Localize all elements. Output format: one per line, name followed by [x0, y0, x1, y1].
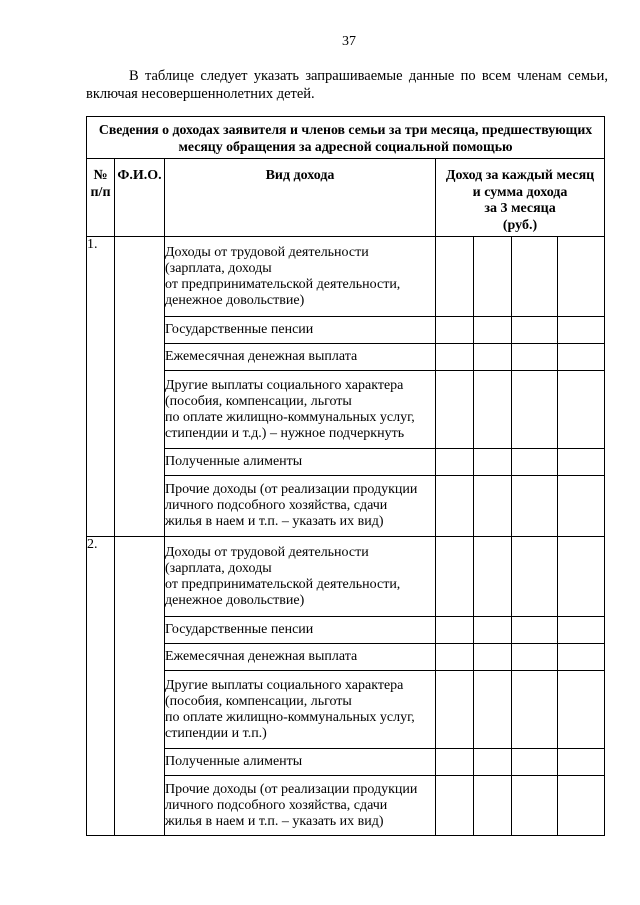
header-income-amount: Доход за каждый месяц и сумма дохода за 3 месяца (руб.) — [436, 159, 605, 237]
income-amount-cell — [558, 237, 605, 317]
income-type-cell: Ежемесячная денежная выплата — [165, 644, 436, 671]
income-amount-cell — [474, 776, 512, 836]
income-amount-cell — [558, 317, 605, 344]
income-amount-cell — [474, 449, 512, 476]
income-amount-cell — [512, 749, 558, 776]
income-amount-cell — [474, 344, 512, 371]
income-amount-cell — [436, 749, 474, 776]
income-amount-cell — [436, 671, 474, 749]
income-amount-cell — [512, 449, 558, 476]
income-amount-cell — [436, 449, 474, 476]
table-row — [87, 449, 605, 476]
income-amount-cell — [558, 449, 605, 476]
income-type-cell: Доходы от трудовой деятельности (зарплата, доходы от предпринимательской деятельности, денежное довольствие) — [165, 537, 436, 617]
income-amount-cell — [436, 237, 474, 317]
income-type-cell: Полученные алименты — [165, 749, 436, 776]
income-type-cell: Государственные пенсии — [165, 317, 436, 344]
table-row — [87, 617, 605, 644]
income-amount-cell — [512, 317, 558, 344]
income-amount-cell — [512, 476, 558, 537]
income-amount-cell — [436, 644, 474, 671]
income-amount-cell — [558, 371, 605, 449]
income-amount-cell — [512, 776, 558, 836]
income-amount-cell — [474, 371, 512, 449]
table-header-row — [87, 159, 605, 237]
income-amount-cell — [436, 617, 474, 644]
table-row — [87, 344, 605, 371]
income-type-cell: Другие выплаты социального характера (пособия, компенсации, льготы по оплате жилищно-коммунальных услуг, стипендии и т.п.) — [165, 671, 436, 749]
income-amount-cell — [436, 537, 474, 617]
member-fio-cell — [115, 537, 165, 836]
income-amount-cell — [558, 776, 605, 836]
income-amount-cell — [512, 617, 558, 644]
page-number: 37 — [342, 34, 356, 49]
intro-line-1: В таблице следует указать запрашиваемые данные по всем членам семьи, — [129, 68, 608, 84]
income-type-cell: Доходы от трудовой деятельности (зарплата, доходы от предпринимательской деятельности, денежное довольствие) — [165, 237, 436, 317]
member-number: 2. — [87, 537, 115, 836]
income-amount-cell — [558, 617, 605, 644]
income-amount-cell — [436, 371, 474, 449]
table-row — [87, 749, 605, 776]
header-number: № п/п — [87, 159, 115, 237]
income-type-cell: Другие выплаты социального характера (пособия, компенсации, льготы по оплате жилищно-коммунальных услуг, стипендии и т.д.) – нужное подчеркнуть — [165, 371, 436, 449]
income-type-cell: Полученные алименты — [165, 449, 436, 476]
table-title-row — [87, 117, 605, 159]
income-amount-cell — [436, 776, 474, 836]
member-number: 1. — [87, 237, 115, 537]
income-amount-cell — [512, 644, 558, 671]
income-amount-cell — [474, 476, 512, 537]
income-type-cell: Государственные пенсии — [165, 617, 436, 644]
member-fio-cell — [115, 237, 165, 537]
income-amount-cell — [436, 476, 474, 537]
income-amount-cell — [512, 537, 558, 617]
income-amount-cell — [474, 671, 512, 749]
table-row — [87, 317, 605, 344]
income-amount-cell — [474, 317, 512, 344]
income-amount-cell — [558, 537, 605, 617]
income-amount-cell — [512, 237, 558, 317]
table-row — [87, 671, 605, 749]
intro-paragraph — [86, 67, 608, 103]
income-amount-cell — [558, 671, 605, 749]
table-row — [87, 476, 605, 537]
income-amount-cell — [558, 749, 605, 776]
intro-line-2: включая несовершеннолетних детей. — [86, 86, 315, 102]
income-amount-cell — [512, 371, 558, 449]
income-type-cell: Прочие доходы (от реализации продукции личного подсобного хозяйства, сдачи жилья в наем и т.п. – указать их вид) — [165, 776, 436, 836]
table-row — [87, 776, 605, 836]
income-amount-cell — [558, 644, 605, 671]
income-amount-cell — [474, 237, 512, 317]
income-amount-cell — [474, 537, 512, 617]
table-title: Сведения о доходах заявителя и членов семьи за три месяца, предшествующих месяцу обращения за адресной социальной помощью — [87, 117, 605, 159]
income-amount-cell — [474, 749, 512, 776]
income-type-cell: Прочие доходы (от реализации продукции личного подсобного хозяйства, сдачи жилья в наем и т.п. – указать их вид) — [165, 476, 436, 537]
header-fio: Ф.И.О. — [115, 159, 165, 237]
income-table — [86, 116, 605, 836]
income-type-cell: Ежемесячная денежная выплата — [165, 344, 436, 371]
income-amount-cell — [512, 671, 558, 749]
table-row — [87, 644, 605, 671]
income-amount-cell — [436, 317, 474, 344]
income-amount-cell — [558, 476, 605, 537]
income-amount-cell — [558, 344, 605, 371]
header-income-type: Вид дохода — [165, 159, 436, 237]
income-amount-cell — [512, 344, 558, 371]
table-row — [87, 371, 605, 449]
table-row — [87, 537, 605, 617]
income-amount-cell — [436, 344, 474, 371]
income-amount-cell — [474, 644, 512, 671]
table-row — [87, 237, 605, 317]
income-amount-cell — [474, 617, 512, 644]
